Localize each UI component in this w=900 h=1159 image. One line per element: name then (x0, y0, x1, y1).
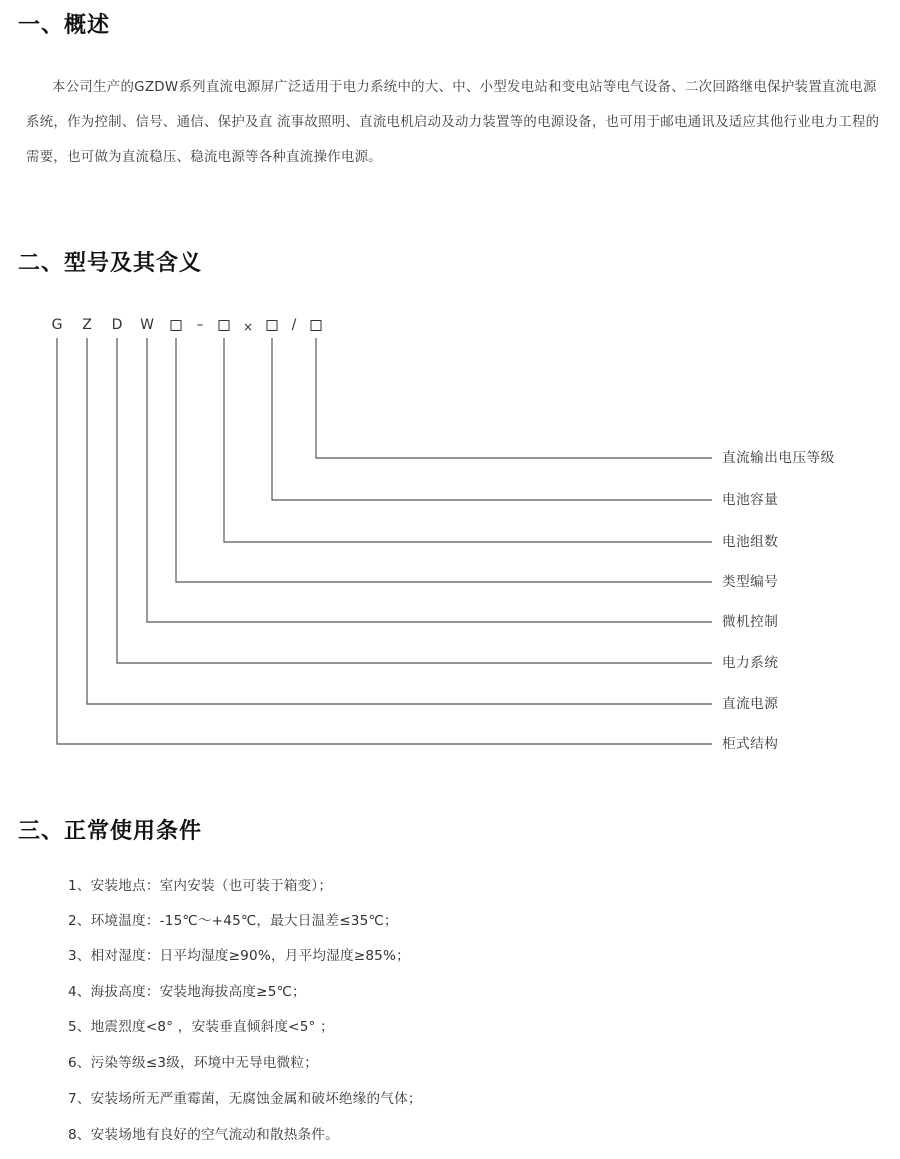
leader-line-dc (87, 338, 712, 704)
condition-item-5: 5、地震烈度<8° ，安装垂直倾斜度<5° ； (68, 1019, 334, 1035)
leader-line-groups (224, 338, 712, 542)
code-times: × (242, 320, 254, 334)
section-title-conditions: 三、正常使用条件 (18, 819, 203, 844)
code-letter-d: D (111, 317, 123, 333)
code-box-type (171, 320, 182, 331)
code-box-groups (219, 320, 230, 331)
leader-line-type (176, 338, 712, 582)
code-letter-z: Z (82, 317, 92, 333)
legend-cabinet-structure: 柜式结构 (722, 736, 779, 752)
legend-type-number: 类型编号 (722, 574, 779, 590)
code-box-voltage (311, 320, 322, 331)
code-box-capacity (267, 320, 278, 331)
leader-line-capacity (272, 338, 712, 500)
leader-line-cabinet (57, 338, 712, 744)
section-title-model: 二、型号及其含义 (18, 251, 203, 276)
code-letter-g: G (51, 317, 63, 333)
model-code-diagram (0, 300, 900, 770)
code-dash: – (196, 317, 204, 333)
leader-line-voltage (316, 338, 712, 458)
condition-item-8: 8、安装场地有良好的空气流动和散热条件。 (68, 1127, 339, 1143)
condition-item-2: 2、环境温度：-15℃～+45℃，最大日温差≤35℃； (68, 913, 398, 929)
condition-item-4: 4、海拔高度：安装地海拔高度≥5℃； (68, 984, 306, 1000)
legend-battery-capacity: 电池容量 (722, 492, 779, 508)
legend-power-system: 电力系统 (722, 655, 779, 671)
leader-line-micro (147, 338, 712, 622)
legend-voltage-level: 直流输出电压等级 (722, 450, 835, 466)
condition-item-7: 7、安装场所无严重霉菌，无腐蚀金属和破坏绝缘的气体； (68, 1091, 422, 1107)
condition-item-1: 1、安装地点：室内安装（也可装于箱变）； (68, 878, 333, 894)
code-slash: / (291, 317, 297, 333)
section-title-overview: 一、概述 (18, 13, 111, 38)
condition-item-3: 3、相对湿度：日平均湿度≥90%，月平均湿度≥85%； (68, 948, 410, 964)
legend-battery-groups: 电池组数 (722, 534, 779, 550)
condition-item-6: 6、污染等级≤3级，环境中无导电微粒； (68, 1055, 318, 1071)
code-letter-w: W (140, 317, 154, 333)
legend-micro-control: 微机控制 (722, 614, 779, 630)
legend-dc-power: 直流电源 (722, 696, 779, 712)
overview-paragraph: 本公司生产的GZDW系列直流电源屏广泛适用于电力系统中的大、中、小型发电站和变电站等电气设备、二次回路继电保护装置直流电源系统，作为控制、信号、通信、保护及直 流事故照明、直流电机启动及动力装置等的电源设备，也可用于邮电通讯及适应其他行业电力工程的需要，也可做为直流稳压、稳流电源等各种直流操作电源。 (26, 80, 880, 165)
